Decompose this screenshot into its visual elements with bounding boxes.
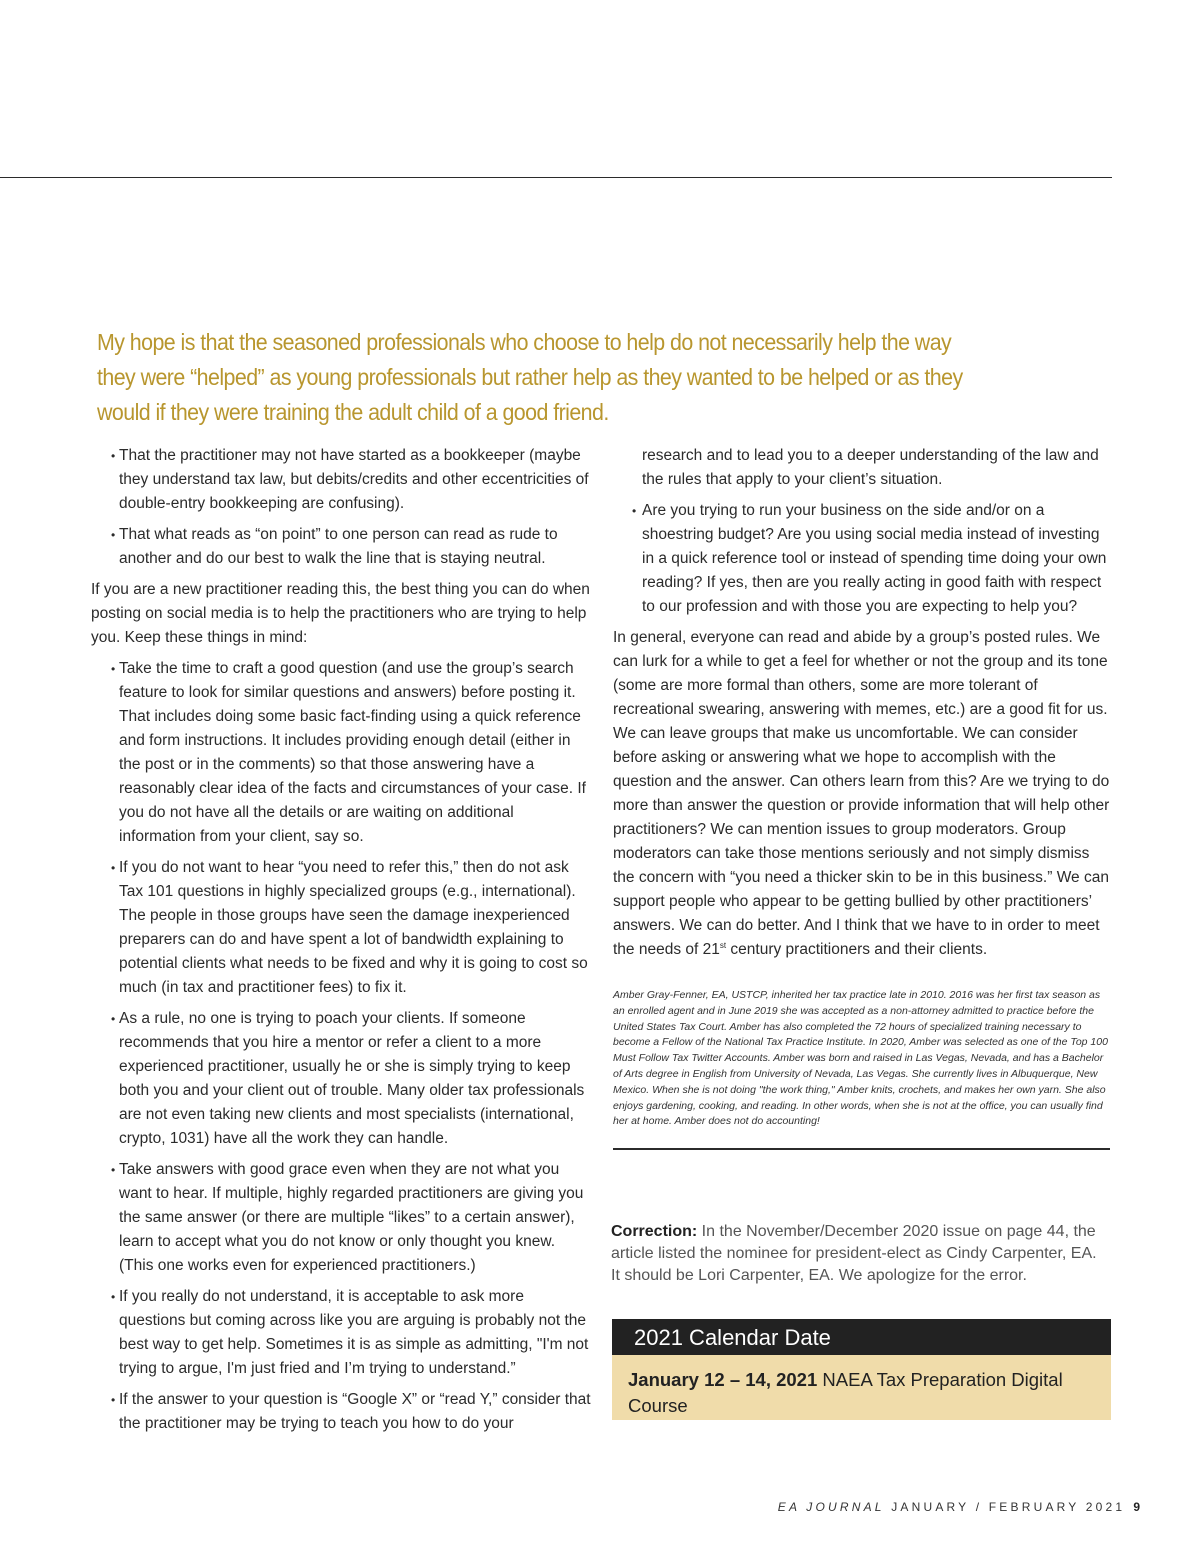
- bullet-list-1: [91, 444, 591, 571]
- list-item: • If you really do not understand, it is acceptable to ask more questions but coming across like you are arguing is probably not the best way to get help. Sometimes it is as simple as admitting, "I'm not trying to argue, I'm just fried and I’m trying to understand.”: [91, 1285, 591, 1381]
- body-paragraph: [613, 626, 1110, 962]
- top-divider: [0, 177, 1112, 178]
- body-paragraph: If you are a new practitioner reading this, the best thing you can do when posting on social media is to help the practitioners who are trying to help you. Keep these things in mind:: [91, 581, 590, 646]
- paragraph-text-end: century practitioners and their clients.: [726, 941, 988, 958]
- list-item: • That what reads as “on point” to one person can read as rude to another and do our best to walk the line that is staying neutral.: [91, 523, 591, 571]
- list-item: • If you do not want to hear “you need to refer this,” then do not ask Tax 101 questions in highly specialized groups (e.g., international). The people in those groups have seen the damage inexperienced preparers can do and have spent a lot of bandwidth explaining to potential clients what needs to be fixed and why it is going to cost so much (in tax and practitioner fees) to fix it.: [91, 856, 591, 1000]
- left-column: [91, 444, 591, 1443]
- list-item: • As a rule, no one is trying to poach your clients. If someone recommends that you hire a mentor or refer a client to a more experienced practitioner, usually he or she is simply trying to keep both you and your client out of trouble. Many older tax professionals are not even taking new clients and most specialists (international, crypto, 1031) have all the work they can handle.: [91, 1007, 591, 1151]
- author-bio: Amber Gray-Fenner, EA, USTCP, inherited her tax practice late in 2010. 2016 was her first tax season as an enrolled agent and in June 2019 she was accepted as a non-attorney admitted to practice before the United States Tax Court. Amber has also completed the 72 hours of specialized training necessary to become a Fellow of the National Tax Practice Institute. In 2020, Amber was selected as one of the Top 100 Must Follow Tax Twitter Accounts. Amber was born and raised in Las Vegas, Nevada, and has a Bachelor of Arts degree in English from University of Nevada, Las Vegas. She currently lives in Albuquerque, New Mexico. When she is not doing "the work thing," Amber knits, crochets, and makes her own yarn. She also enjoys gardening, cooking, and reading. In other words, when she is not at the office, you can usually find her at home. Amber does not do accounting!: [613, 988, 1110, 1150]
- paragraph-text: In general, everyone can read and abide by a group’s posted rules. We can lurk for a while to get a feel for whether or not the group and its tone (some are more formal than others, some are more tolerant of recreational swearing, answering with memes, etc.) are a good fit for us. We can leave groups that make us uncomfortable. We can consider before asking or answering what we hope to accomplish with the question and the answer. Can others learn from this? Are we trying to do more than answer the question or provide information that will help other practitioners? We can mention issues to group moderators. Group moderators can take those mentions seriously and not simply dismiss the concern with “you need a thicker skin to be in this business.” We can support people who appear to be getting bullied by other practitioners’ answers. We can do better. And I think that we have to in order to meet the needs of 21: [613, 629, 1110, 958]
- pull-quote: My hope is that the seasoned professionals who choose to help do not necessarily help the way they were “helped” as young professionals but rather help as they wanted to be helped or as they would if they were training the adult child of a good friend.: [97, 329, 963, 425]
- journal-name: EA JOURNAL: [777, 1500, 885, 1514]
- list-item: • If the answer to your question is “Google X” or “read Y,” consider that the practitioner may be trying to teach you how to do your: [91, 1388, 591, 1436]
- page-number: 9: [1133, 1500, 1140, 1514]
- bullet-list-2: [91, 657, 591, 1436]
- calendar-date: January 12 – 14, 2021: [628, 1369, 818, 1390]
- list-item: • Take the time to craft a good question (and use the group’s search feature to look for similar questions and answers) before posting it. That includes doing some basic fact-finding using a quick reference and form instructions. It includes providing enough detail (either in the post or in the comments) so that those answering have a reasonably clear idea of the facts and circumstances of your case. If you do not have all the details or are waiting on additional information from your client, say so.: [91, 657, 591, 849]
- right-column: [613, 444, 1110, 1150]
- calendar-box: [612, 1319, 1111, 1420]
- correction-notice: [611, 1221, 1101, 1287]
- calendar-event: NAEA Tax Preparation Digital Course: [628, 1369, 1063, 1416]
- issue-date: JANUARY / FEBRUARY 2021: [884, 1500, 1126, 1514]
- calendar-heading: 2021 Calendar Date: [612, 1319, 1111, 1355]
- ordinal-suffix: st: [719, 940, 727, 950]
- page-footer: [778, 1500, 1140, 1514]
- correction-text: In the November/December 2020 issue on page 44, the article listed the nominee for president-elect as Cindy Carpenter, EA. It should be Lori Carpenter, EA. We apologize for the error.: [611, 1223, 1097, 1284]
- list-item: • Are you trying to run your business on the side and/or on a shoestring budget? Are you using social media instead of investing in a quick reference tool or instead of spending time doing your own reading? If yes, then are you really acting in good faith with respect to our profession and with those you are expecting to help you?: [613, 499, 1110, 619]
- bullet-list-3: [613, 499, 1110, 619]
- list-item: • That the practitioner may not have started as a bookkeeper (maybe they understand tax law, but debits/credits and other eccentricities of double-entry bookkeeping are confusing).: [91, 444, 591, 516]
- correction-label: Correction:: [611, 1223, 698, 1240]
- calendar-entry: [612, 1355, 1111, 1420]
- list-item: • Take answers with good grace even when they are not what you want to hear. If multiple, highly regarded practitioners are giving you the same answer (or there are multiple “likes” to a certain answer), learn to accept what you do not know or only thought you knew. (This one works even for experienced practitioners.): [91, 1158, 591, 1278]
- continued-list-item: research and to lead you to a deeper understanding of the law and the rules that apply to your client’s situation.: [642, 447, 1099, 488]
